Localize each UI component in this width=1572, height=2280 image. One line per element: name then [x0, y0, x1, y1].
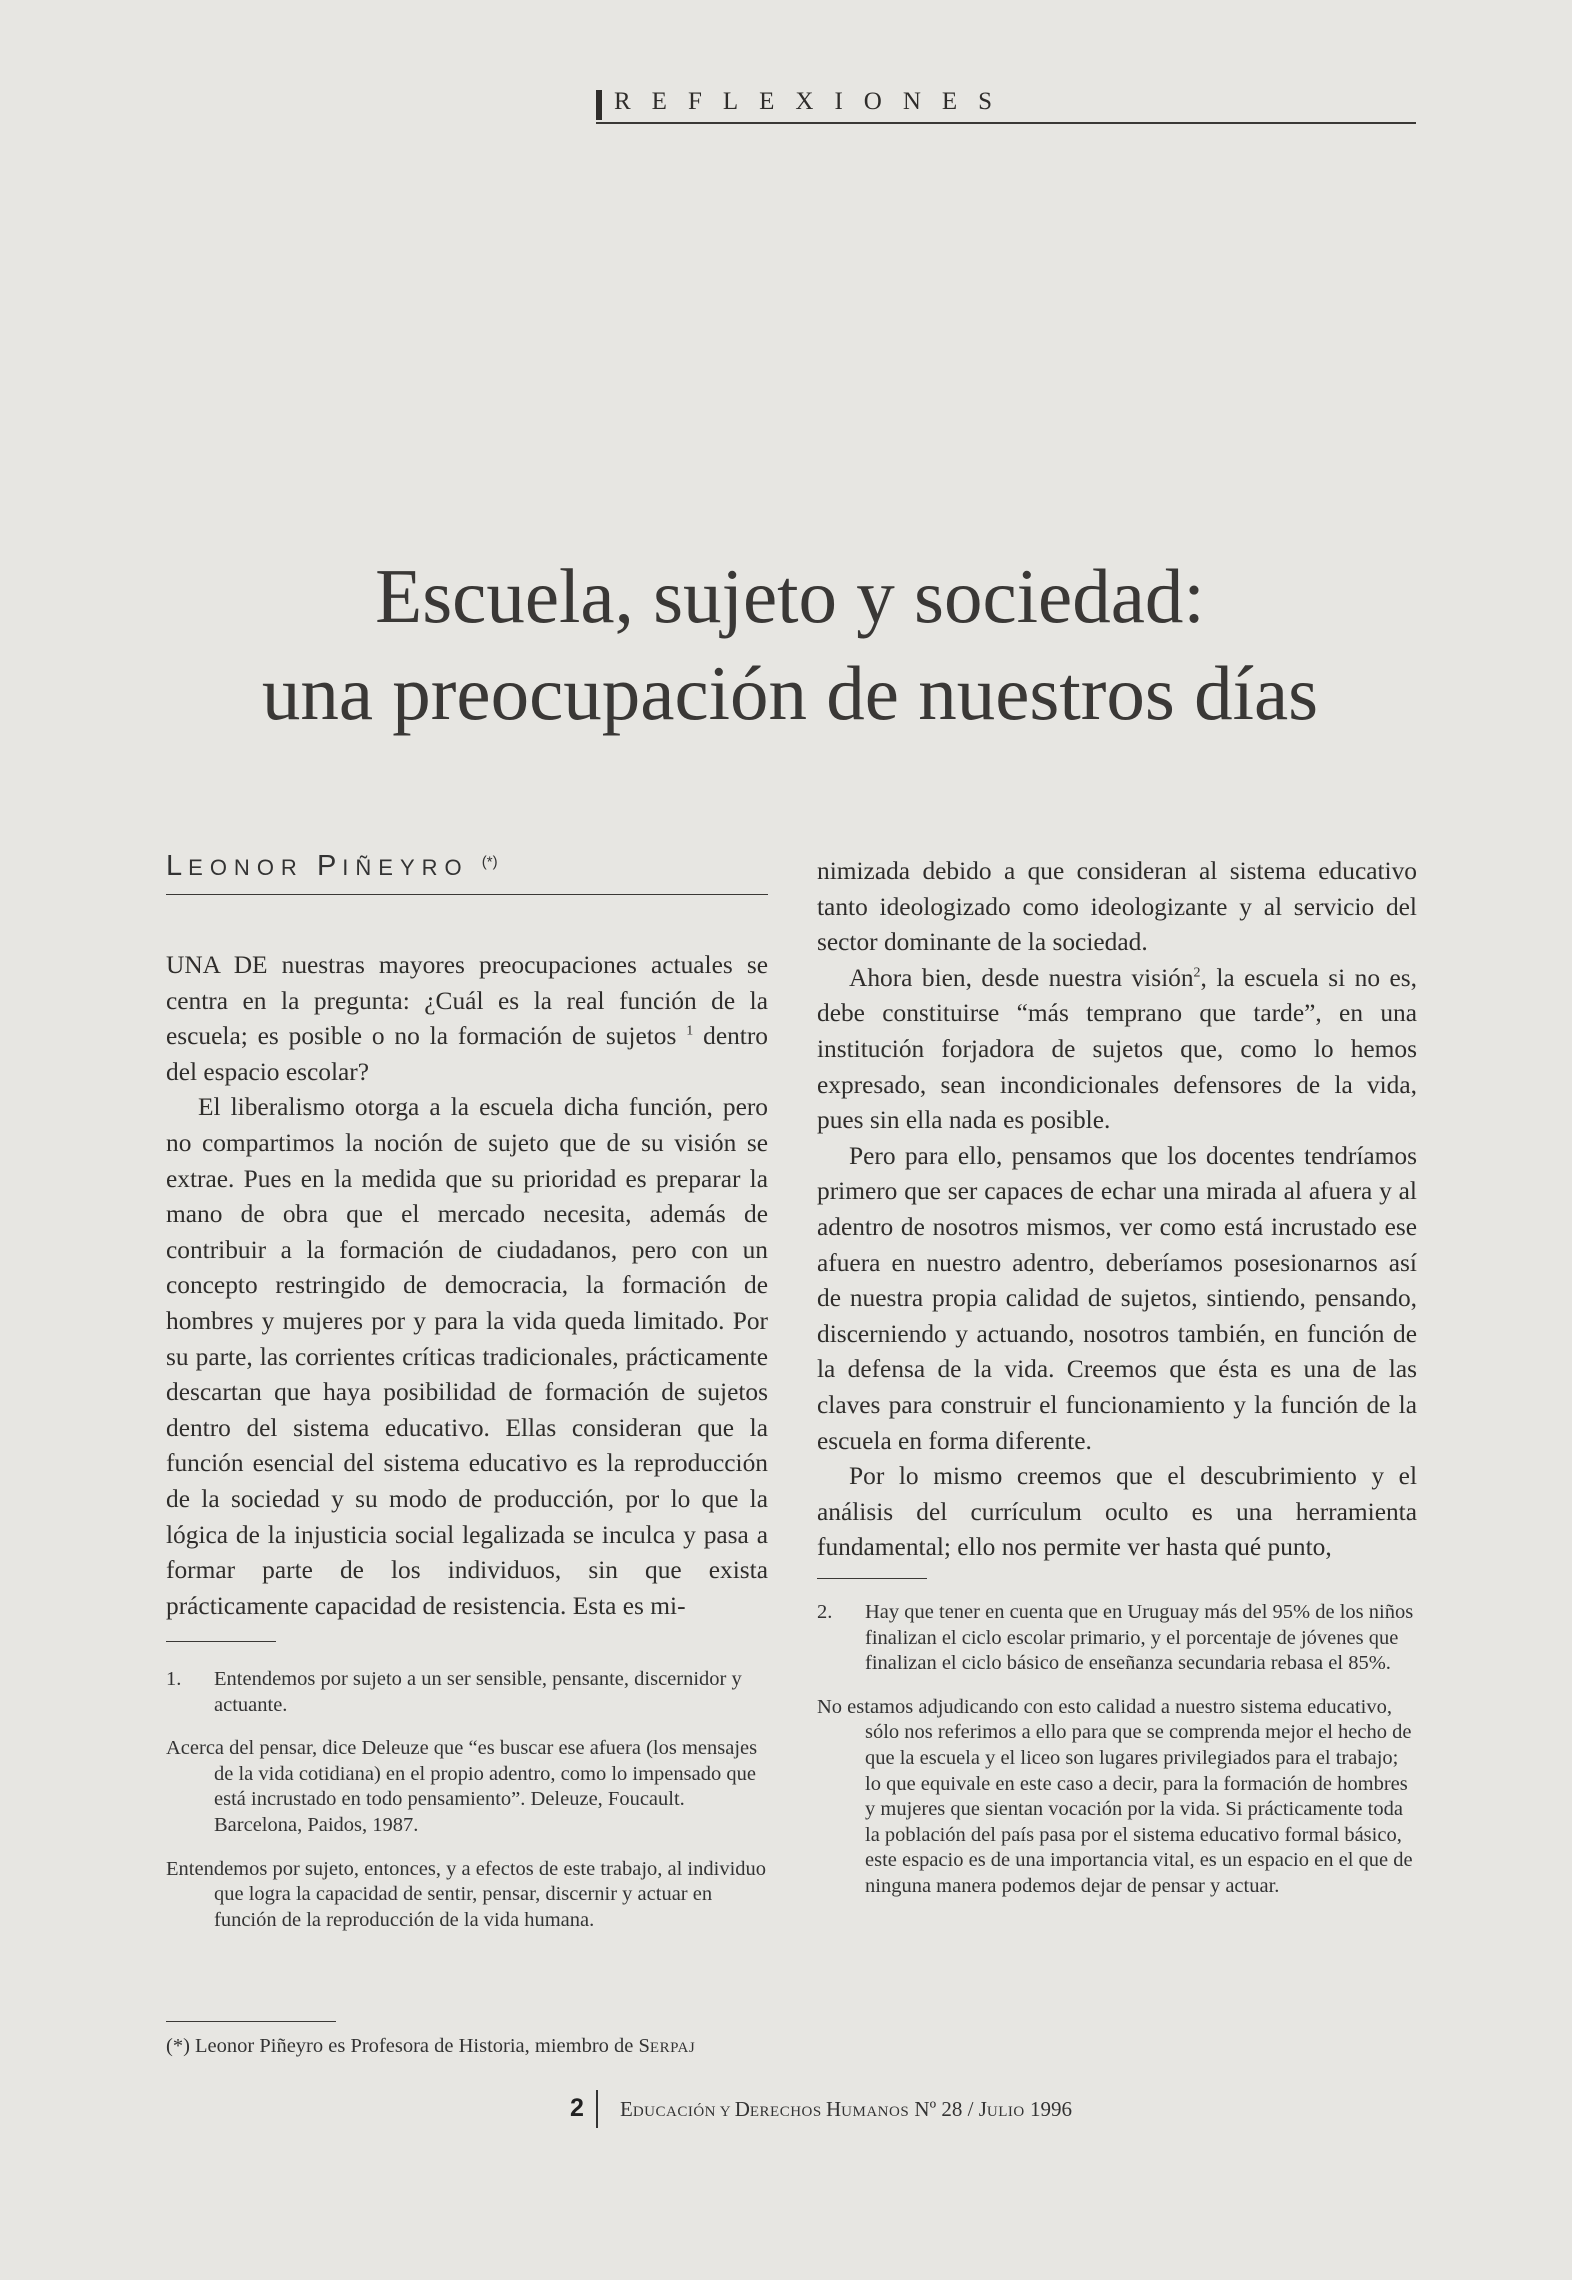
paragraph-1-tail: dentro del espacio escolar?: [166, 1022, 768, 1086]
footnote-2-number: 2.: [817, 1601, 833, 1623]
footnote-1-b: [166, 1736, 766, 1838]
author-byline: [166, 850, 766, 883]
footer-divider: [596, 2090, 598, 2128]
month-initial: J: [978, 2097, 987, 2121]
journal-educacion: DUCACIÓN Y: [632, 2104, 735, 2120]
issue-number: Nº 28 /: [909, 2097, 979, 2121]
footnote-rule-left: [166, 1641, 276, 1642]
footnote-1c-text: Entendemos por sujeto, entonces, y a efectos de este trabajo, al individuo que logra la capacidad de sentir, pensar, discernir y actuar en función de la reproducción de la vida humana.: [166, 1857, 767, 1931]
footnote-2: [817, 1600, 1417, 1677]
footnote-2-text: Hay que tener en cuenta que en Uruguay más del 95% de los niños finalizan el ciclo escolar primario, y el porcentaje de jóvenes que finalizan el ciclo básico de enseñanza secundaria rebasa el 85%.: [865, 1601, 1414, 1675]
footnotes-left: [166, 1667, 766, 1951]
author-note-org-initial: S: [638, 2035, 650, 2057]
author-note-text: Leonor Piñeyro es Profesora de Historia, miembro de: [189, 2035, 639, 2057]
month-rest: ULIO: [986, 2104, 1025, 2120]
paragraph-5: Pero para ello, pensamos que los docentes tendríamos primero que ser capaces de echar una mirada al afuera y al adentro de nosotros mismos, ver como está incrustado ese afuera en nuestro adentro, deberíamos posesionarnos así de nuestra propia calidad de sujetos, sintiendo, pensando, discerniendo y actuando, nosotros también, en función de la defensa de la vida. Creemos que ésta es una de las claves para construir el funcionamiento y la función de la escuela en forma diferente.: [817, 1141, 1417, 1455]
author-note-marker: (*): [166, 2035, 190, 2057]
footnote-ref-2: 2: [1193, 965, 1201, 981]
title-line-2: una preocupación de nuestros días: [261, 650, 1319, 736]
author-last-initial: P: [316, 850, 343, 882]
footnotes-right: [817, 1600, 1417, 1918]
page-footer: [570, 2090, 1370, 2130]
author-first-rest: EONOR: [188, 855, 304, 880]
body-column-left: [166, 948, 768, 1624]
paragraph-4-tail: , la escuela si no es, debe constituirse “más temprano que tarde”, en una institución forjadora de sujetos que, como lo hemos expresado, sean incondicionales defensores de la vida, pues sin ella nada es posible.: [817, 963, 1417, 1135]
author-last-rest: IÑEYRO: [342, 855, 469, 880]
footnote-2b-text: No estamos adjudicando con esto calidad a nuestro sistema educativo, sólo nos referimos a ello para que se comprenda mejor el hecho de que la escuela y el liceo son lugares privilegiados para el trabajo; lo que equivale en este caso a decir, para la formación de hombres y mujeres que sientan vocación por la vida. Si prácticamente toda la población del país pasa por el sistema educativo formal básico, este espacio es de una importancia vital, es un espacio en el que de ninguna manera podemos dejar de pensar y actuar.: [817, 1695, 1413, 1897]
author-marker: (*): [481, 853, 498, 871]
body-column-right: [817, 854, 1417, 1566]
journal-derechos: ERECHOS: [749, 2104, 826, 2120]
footnote-ref-1: 1: [686, 1023, 694, 1039]
author-note-rule: [166, 2021, 336, 2022]
footnote-rule-right: [817, 1578, 927, 1579]
paragraph-2: El liberalismo otorga a la escuela dicha función, pero no compartimos la noción de sujeto que de su visión se extrae. Pues en la medida que su prioridad es preparar la mano de obra que el mercado necesita, además de contribuir a la formación de ciudadanos, pero con un concepto restringido de democracia, la formación de hombres y mujeres por y para la vida queda limitado. Por su parte, las corrientes críticas tradicionales, prácticamente descartan que haya posibilidad de formación de sujetos dentro del sistema educativo. Ellas consideran que la función esencial del sistema educativo es la reproducción de la sociedad y su modo de producción, por lo que la lógica de la injusticia social legalizada se inculca y pasa a formar parte de los individuos, sin que exista prácticamente capacidad de resistencia. Esta es mi-: [166, 1093, 768, 1620]
title-line-1: Escuela, sujeto y sociedad:: [375, 553, 1205, 639]
journal-e: E: [620, 2097, 633, 2121]
journal-d: D: [734, 2097, 750, 2121]
paragraph-4: [817, 961, 1417, 1139]
paragraph-4-head: Ahora bien, desde nuestra visión: [849, 963, 1194, 992]
section-header: [596, 88, 1416, 124]
author-note-org-rest: ERPAJ: [649, 2040, 696, 2056]
paragraph-1-text: UNA DE nuestras mayores preocupaciones actuales se centra en la pregunta: ¿Cuál es la real función de la escuela; es posible o no la formación de sujetos: [166, 951, 768, 1051]
paragraph-6: Por lo mismo creemos que el descubrimiento y el análisis del currículum oculto es una herramienta fundamental; ello nos permite ver hasta qué punto,: [817, 1462, 1417, 1562]
paragraph-3: nimizada debido a que consideran al sistema educativo tanto ideologizado como ideologizante y al servicio del sector dominante de la sociedad.: [817, 857, 1417, 957]
footnote-1-c: [166, 1857, 766, 1934]
footnote-1-number: 1.: [166, 1668, 182, 1690]
author-rule: [166, 894, 768, 895]
footnote-2-b: [817, 1695, 1417, 1900]
author-first-initial: L: [166, 850, 189, 882]
paragraph-1: [166, 948, 768, 1090]
article-title: [160, 548, 1420, 742]
author-note: [166, 2033, 966, 2061]
footnote-1: [166, 1667, 766, 1718]
journal-h: H: [825, 2097, 842, 2121]
page-number: 2: [570, 2094, 584, 2122]
section-bar: [596, 90, 602, 120]
journal-humanos: UMANOS: [841, 2104, 910, 2120]
footnote-1-text: Entendemos por sujeto a un ser sensible, pensante, discernidor y actuante.: [214, 1668, 742, 1716]
issue-year: 1996: [1024, 2097, 1072, 2121]
section-label: REFLEXIONES: [614, 88, 1014, 115]
footnote-1b-text: Acerca del pensar, dice Deleuze que “es buscar ese afuera (los mensajes de la vida cotidiana) en el propio adentro, como lo impensado que está incrustado en todo pensamiento”. Deleuze, Foucault. Barcelona, Paidos, 1987.: [166, 1737, 758, 1836]
journal-name: [620, 2097, 1072, 2122]
